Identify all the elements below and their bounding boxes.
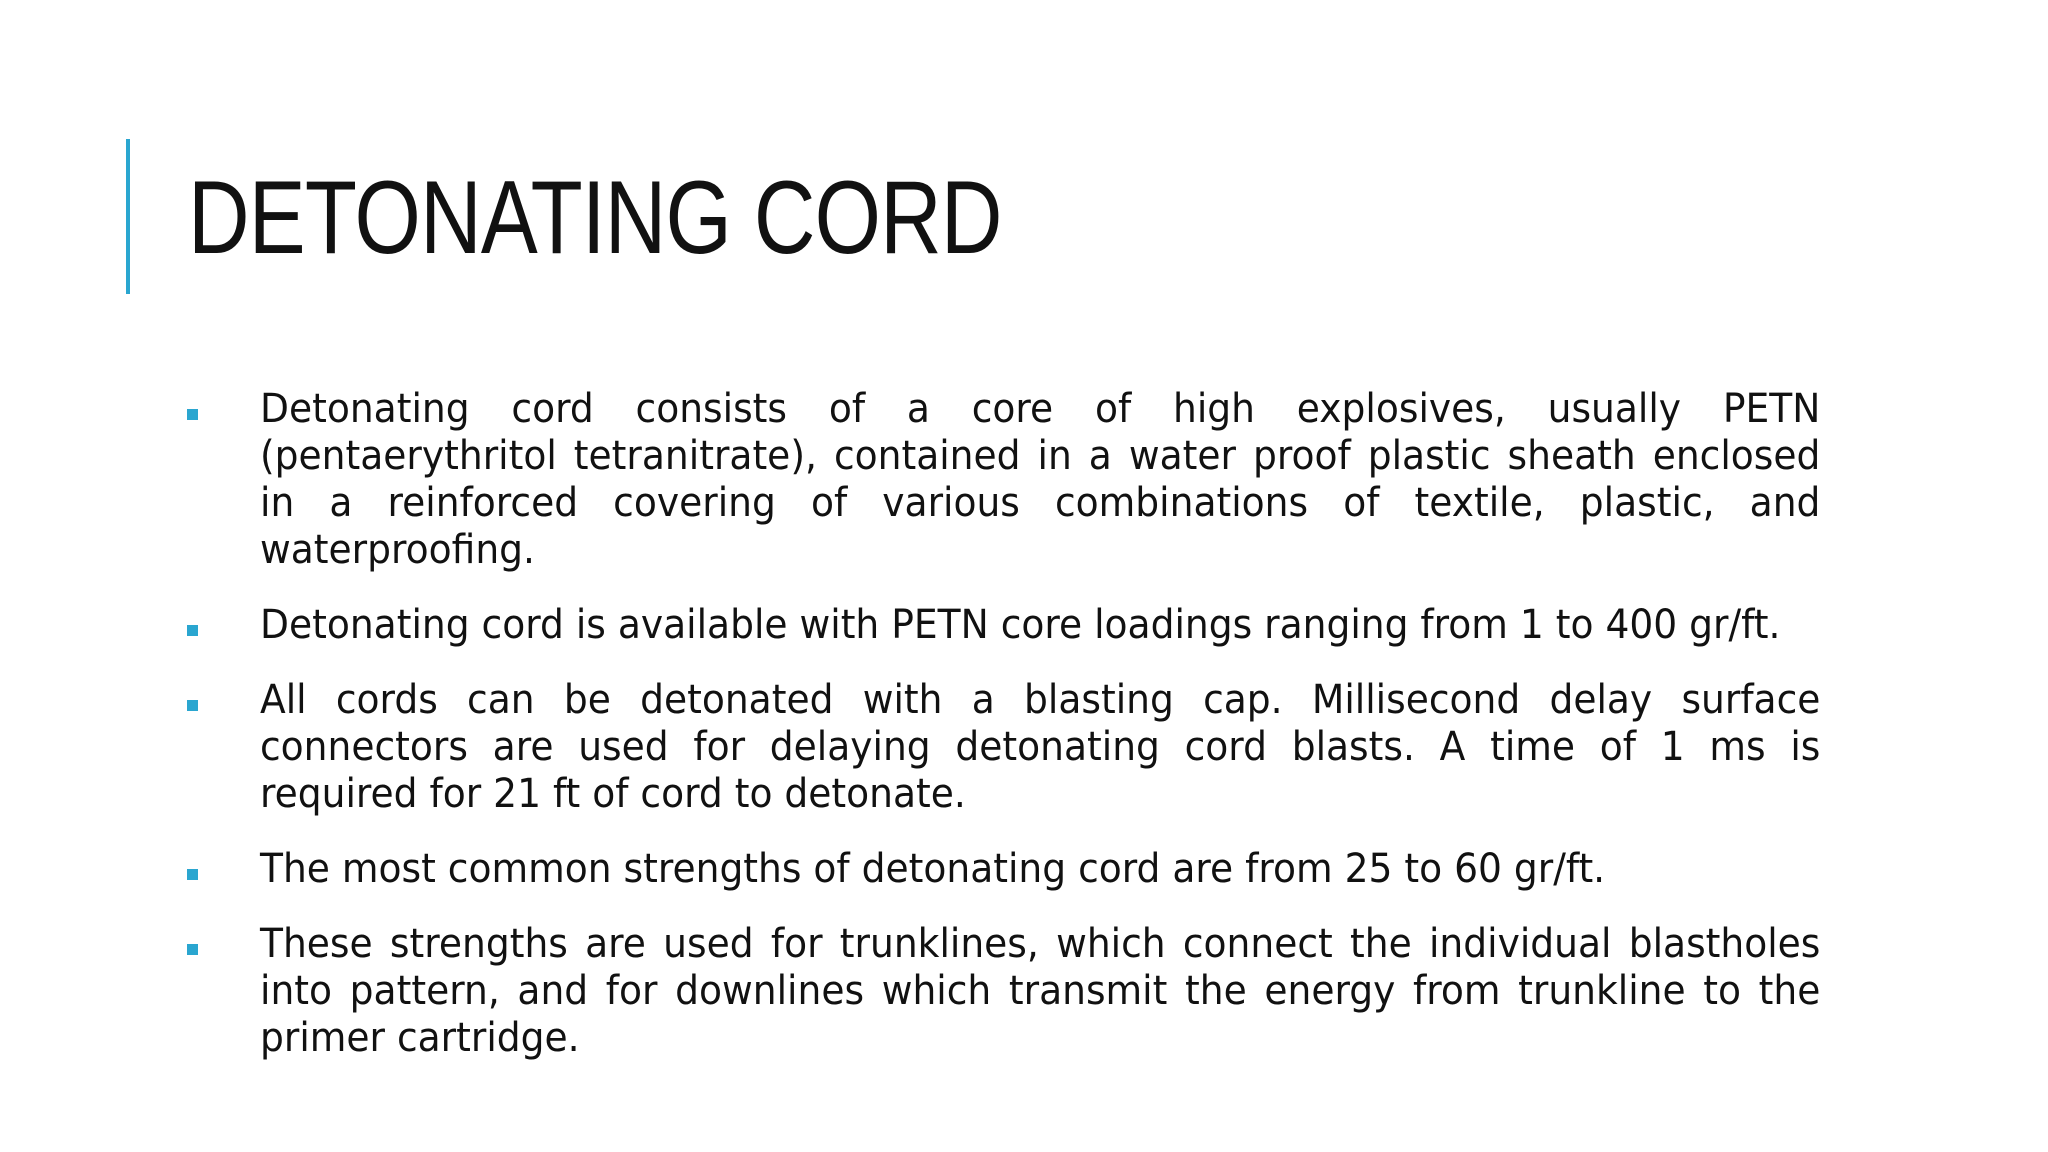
square-bullet-icon <box>187 625 198 636</box>
bullet-text: These strengths are used for trunklines, which connect the individual blastholes into pattern, and for downlines which transmit the energy from trunkline to the primer cartridge. <box>260 921 1821 1061</box>
list-item <box>180 386 1821 574</box>
bullet-text: Detonating cord consists of a core of high explosives, usually PETN (pentaerythritol tetranitrate), contained in a water proof plastic sheath enclosed in a reinforced covering of various combinations of textile, plastic, and waterproofing. <box>260 386 1821 573</box>
bullet-text: All cords can be detonated with a blasting cap. Millisecond delay surface connectors are used for delaying detonating cord blasts. A time of 1 ms is required for 21 ft of cord to detonate. <box>260 677 1821 817</box>
bullet-text: Detonating cord is available with PETN core loadings ranging from 1 to 400 gr/ft. <box>260 602 1781 648</box>
title-accent-bar <box>126 139 130 294</box>
square-bullet-icon <box>187 700 198 711</box>
bullet-list <box>180 386 1821 1090</box>
slide-title: DETONATING CORD <box>188 160 1002 276</box>
square-bullet-icon <box>187 409 198 420</box>
list-item <box>180 602 1818 649</box>
square-bullet-icon <box>187 944 198 955</box>
list-item <box>180 921 1821 1062</box>
list-item <box>180 846 1818 893</box>
bullet-text: The most common strengths of detonating cord are from 25 to 60 gr/ft. <box>260 846 1606 892</box>
list-item <box>180 677 1821 818</box>
square-bullet-icon <box>187 869 198 880</box>
